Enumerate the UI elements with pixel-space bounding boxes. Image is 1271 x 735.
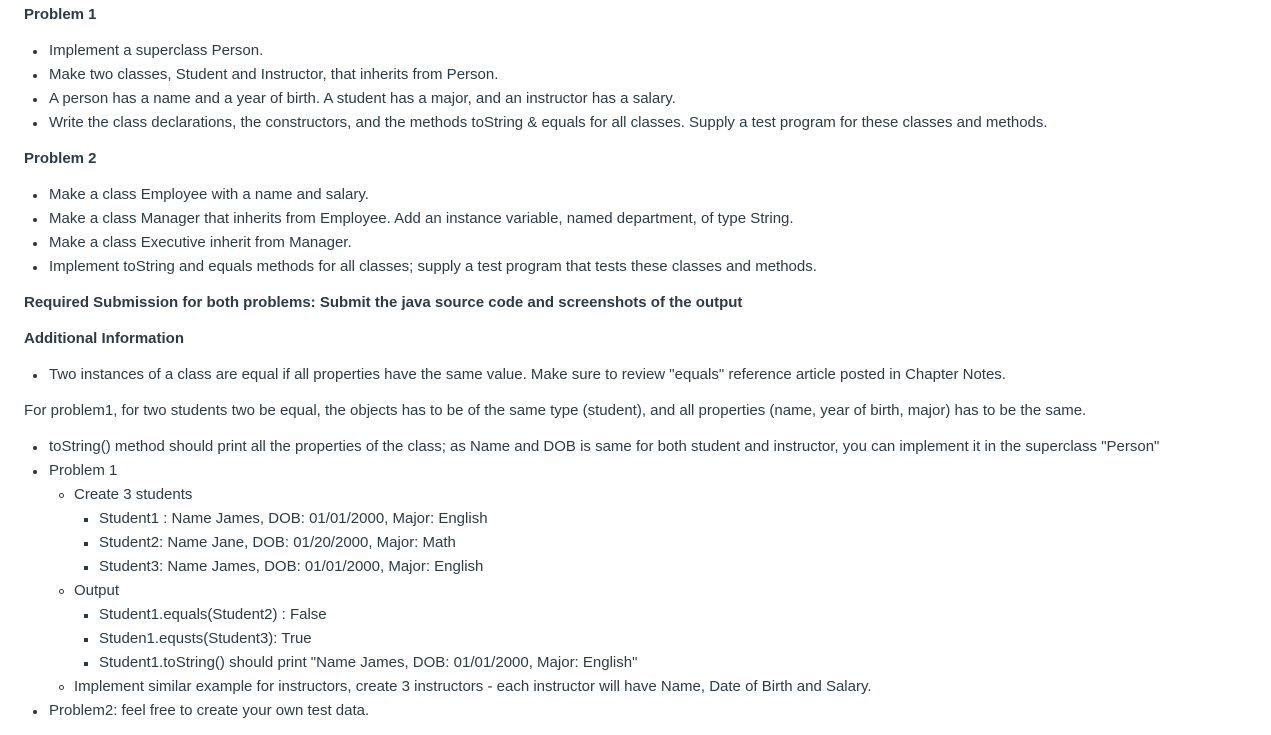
list-item: Student1.toString() should print "Name James, DOB: 01/01/2000, Major: English" bbox=[74, 651, 1271, 675]
bullet-icon bbox=[33, 98, 37, 102]
list-item: toString() method should print all the properties of the class; as Name and DOB is same for both student and instructor, you can implement it in the superclass "Person" bbox=[24, 435, 1271, 459]
equality-paragraph: For problem1, for two students two be equal, the objects has to be of the same type (student), and all properties (name, year of birth, major) has to be the same. bbox=[24, 402, 1087, 419]
list-item: Problem2: feel free to create your own test data. bbox=[24, 699, 1271, 723]
bullet-icon bbox=[33, 218, 37, 222]
list-item: Make a class Executive inherit from Manager. bbox=[24, 231, 1271, 255]
bullet-icon bbox=[33, 470, 37, 474]
list-item: Student1 : Name James, DOB: 01/01/2000, Major: English bbox=[74, 507, 1271, 531]
circle-bullet-icon bbox=[59, 589, 64, 594]
bullet-icon bbox=[33, 50, 37, 54]
list-item: Create 3 students Student1 : Name James, DOB: 01/01/2000, Major: English Student2: Name Jane, DOB: 01/20/2000, Major: Math Student3: Name James, DOB: 01/01/2000, Major: English bbox=[49, 483, 1271, 579]
bullet-icon bbox=[33, 74, 37, 78]
circle-bullet-icon bbox=[59, 493, 64, 498]
list-item: Studen1.equsts(Student3): True bbox=[74, 627, 1271, 651]
list-item: Make two classes, Student and Instructor, that inherits from Person. bbox=[24, 63, 1271, 87]
square-bullet-icon bbox=[84, 542, 88, 546]
list-item: Make a class Manager that inherits from Employee. Add an instance variable, named department, of type String. bbox=[24, 207, 1271, 231]
square-bullet-icon bbox=[84, 566, 88, 570]
list-item: Implement toString and equals methods for all classes; supply a test program that tests these classes and methods. bbox=[24, 255, 1271, 279]
problem1-list bbox=[24, 39, 1271, 135]
list-item: Implement similar example for instructors, create 3 instructors - each instructor will have Name, Date of Birth and Salary. bbox=[49, 675, 1271, 699]
list-item: Problem 1 Create 3 students Student1 : Name James, DOB: 01/01/2000, Major: English Student2: Name Jane, DOB: 01/20/2000, Major: Math Student3: Name James, DOB: 01/01/2000, Major: English Output Student1.equals(Student2) : False Studen1.equsts(Student3): True Student1.toString() should print "Name James, DOB: 01/01/2000, Major: English" Implement similar example for instructors, create 3 instructors - each instructor will have Name, Date of Birth and Salary. bbox=[24, 459, 1271, 699]
problem2-list bbox=[24, 183, 1271, 279]
list-item: Write the class declarations, the constructors, and the methods toString & equals for all classes. Supply a test program for these classes and methods. bbox=[24, 111, 1271, 135]
students-list bbox=[74, 507, 1271, 579]
bullet-icon bbox=[33, 242, 37, 246]
bullet-icon bbox=[33, 374, 37, 378]
required-submission: Required Submission for both problems: Submit the java source code and screenshots of the output bbox=[24, 294, 743, 311]
list-item: A person has a name and a year of birth. A student has a major, and an instructor has a salary. bbox=[24, 87, 1271, 111]
problem2-heading: Problem 2 bbox=[24, 150, 97, 167]
list-item: Student2: Name Jane, DOB: 01/20/2000, Major: Math bbox=[74, 531, 1271, 555]
details-list bbox=[24, 435, 1271, 723]
problem1-heading: Problem 1 bbox=[24, 6, 97, 23]
bullet-icon bbox=[33, 266, 37, 270]
square-bullet-icon bbox=[84, 638, 88, 642]
bullet-icon bbox=[33, 446, 37, 450]
list-item: Output Student1.equals(Student2) : False Studen1.equsts(Student3): True Student1.toString() should print "Name James, DOB: 01/01/2000, Major: English" bbox=[49, 579, 1271, 675]
additional-list bbox=[24, 363, 1271, 387]
list-item: Student1.equals(Student2) : False bbox=[74, 603, 1271, 627]
circle-bullet-icon bbox=[59, 685, 64, 690]
bullet-icon bbox=[33, 122, 37, 126]
list-item: Make a class Employee with a name and salary. bbox=[24, 183, 1271, 207]
list-item: Student3: Name James, DOB: 01/01/2000, Major: English bbox=[74, 555, 1271, 579]
square-bullet-icon bbox=[84, 518, 88, 522]
list-item: Implement a superclass Person. bbox=[24, 39, 1271, 63]
list-item: Two instances of a class are equal if all properties have the same value. Make sure to review "equals" reference article posted in Chapter Notes. bbox=[24, 363, 1271, 387]
outputs-list bbox=[74, 603, 1271, 675]
bullet-icon bbox=[33, 710, 37, 714]
problem1-sublist bbox=[49, 483, 1271, 699]
assignment-content bbox=[24, 0, 1271, 723]
square-bullet-icon bbox=[84, 662, 88, 666]
square-bullet-icon bbox=[84, 614, 88, 618]
bullet-icon bbox=[33, 194, 37, 198]
additional-heading: Additional Information bbox=[24, 330, 184, 347]
